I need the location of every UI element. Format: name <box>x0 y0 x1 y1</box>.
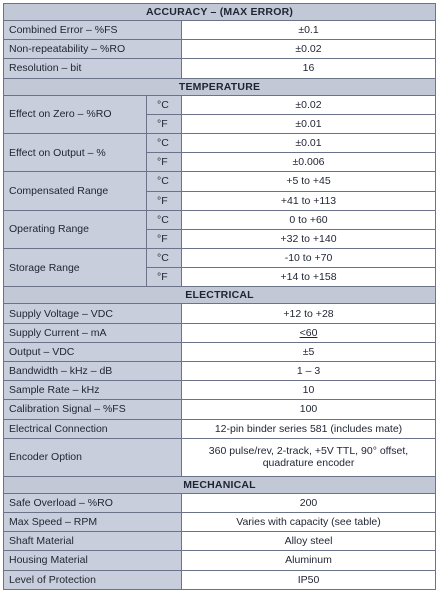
row-resolution <box>4 59 436 78</box>
row-level-of-protection <box>4 570 436 589</box>
label-combined-error: Combined Error – %FS <box>4 21 182 40</box>
value-effect-on-zero-c: ±0.02 <box>182 95 436 114</box>
label-operating-range: Operating Range <box>4 210 147 248</box>
unit-celsius: °C <box>147 95 182 114</box>
label-compensated-range: Compensated Range <box>4 172 147 210</box>
value-electrical-connection: 12-pin binder series 581 (includes mate) <box>182 419 436 438</box>
value-storage-range-c: -10 to +70 <box>182 249 436 268</box>
row-output <box>4 342 436 361</box>
value-operating-range-c: 0 to +60 <box>182 210 436 229</box>
row-operating-range-c <box>4 210 436 229</box>
value-supply-current: <60 <box>299 326 318 339</box>
spec-table <box>3 3 436 590</box>
unit-fahrenheit: °F <box>147 229 182 248</box>
row-electrical-connection <box>4 419 436 438</box>
row-supply-current <box>4 323 436 342</box>
label-max-speed: Max Speed – RPM <box>4 512 182 531</box>
value-compensated-range-c: +5 to +45 <box>182 172 436 191</box>
label-effect-on-zero: Effect on Zero – %RO <box>4 95 147 133</box>
row-storage-range-c <box>4 249 436 268</box>
unit-celsius: °C <box>147 249 182 268</box>
label-level-of-protection: Level of Protection <box>4 570 182 589</box>
section-header-accuracy <box>4 4 436 21</box>
unit-celsius: °C <box>147 172 182 191</box>
unit-fahrenheit: °F <box>147 153 182 172</box>
section-header-temperature <box>4 78 436 95</box>
label-supply-voltage: Supply Voltage – VDC <box>4 304 182 323</box>
value-output: ±5 <box>182 342 436 361</box>
label-bandwidth: Bandwidth – kHz – dB <box>4 362 182 381</box>
value-effect-on-zero-f: ±0.01 <box>182 114 436 133</box>
section-title-temperature: TEMPERATURE <box>4 78 436 95</box>
label-safe-overload: Safe Overload – %RO <box>4 493 182 512</box>
row-effect-on-output-c <box>4 133 436 152</box>
row-bandwidth <box>4 362 436 381</box>
value-sample-rate: 10 <box>182 381 436 400</box>
section-title-mechanical: MECHANICAL <box>4 476 436 493</box>
value-effect-on-output-f: ±0.006 <box>182 153 436 172</box>
value-encoder-option-line2: quadrature encoder <box>262 457 355 470</box>
label-electrical-connection: Electrical Connection <box>4 419 182 438</box>
label-non-repeatability: Non-repeatability – %RO <box>4 40 182 59</box>
row-compensated-range-c <box>4 172 436 191</box>
row-calibration-signal <box>4 400 436 419</box>
row-housing-material <box>4 551 436 570</box>
row-max-speed <box>4 512 436 531</box>
row-safe-overload <box>4 493 436 512</box>
label-storage-range: Storage Range <box>4 249 147 287</box>
value-supply-current-cell <box>182 323 436 342</box>
value-supply-voltage: +12 to +28 <box>182 304 436 323</box>
row-non-repeatability <box>4 40 436 59</box>
label-shaft-material: Shaft Material <box>4 532 182 551</box>
label-calibration-signal: Calibration Signal – %FS <box>4 400 182 419</box>
value-encoder-option <box>182 438 436 476</box>
value-bandwidth: 1 – 3 <box>182 362 436 381</box>
unit-celsius: °C <box>147 210 182 229</box>
label-encoder-option: Encoder Option <box>4 438 182 476</box>
unit-celsius: °C <box>147 133 182 152</box>
value-safe-overload: 200 <box>182 493 436 512</box>
label-effect-on-output: Effect on Output – % <box>4 133 147 171</box>
section-header-mechanical <box>4 476 436 493</box>
value-housing-material: Aluminum <box>182 551 436 570</box>
value-effect-on-output-c: ±0.01 <box>182 133 436 152</box>
value-combined-error: ±0.1 <box>182 21 436 40</box>
label-resolution: Resolution – bit <box>4 59 182 78</box>
value-shaft-material: Alloy steel <box>182 532 436 551</box>
label-supply-current: Supply Current – mA <box>4 323 182 342</box>
value-operating-range-f: +32 to +140 <box>182 229 436 248</box>
value-compensated-range-f: +41 to +113 <box>182 191 436 210</box>
value-encoder-option-line1: 360 pulse/rev, 2-track, +5V TTL, 90° offset, <box>208 445 409 458</box>
label-output: Output – VDC <box>4 342 182 361</box>
section-title-accuracy: ACCURACY – (MAX ERROR) <box>4 4 436 21</box>
value-resolution: 16 <box>182 59 436 78</box>
value-level-of-protection: IP50 <box>182 570 436 589</box>
value-storage-range-f: +14 to +158 <box>182 268 436 287</box>
row-shaft-material <box>4 532 436 551</box>
value-non-repeatability: ±0.02 <box>182 40 436 59</box>
label-housing-material: Housing Material <box>4 551 182 570</box>
row-sample-rate <box>4 381 436 400</box>
unit-fahrenheit: °F <box>147 191 182 210</box>
row-encoder-option <box>4 438 436 476</box>
section-title-electrical: ELECTRICAL <box>4 287 436 304</box>
row-combined-error <box>4 21 436 40</box>
value-calibration-signal: 100 <box>182 400 436 419</box>
row-effect-on-zero-c <box>4 95 436 114</box>
label-sample-rate: Sample Rate – kHz <box>4 381 182 400</box>
row-supply-voltage <box>4 304 436 323</box>
value-max-speed: Varies with capacity (see table) <box>182 512 436 531</box>
section-header-electrical <box>4 287 436 304</box>
unit-fahrenheit: °F <box>147 268 182 287</box>
unit-fahrenheit: °F <box>147 114 182 133</box>
